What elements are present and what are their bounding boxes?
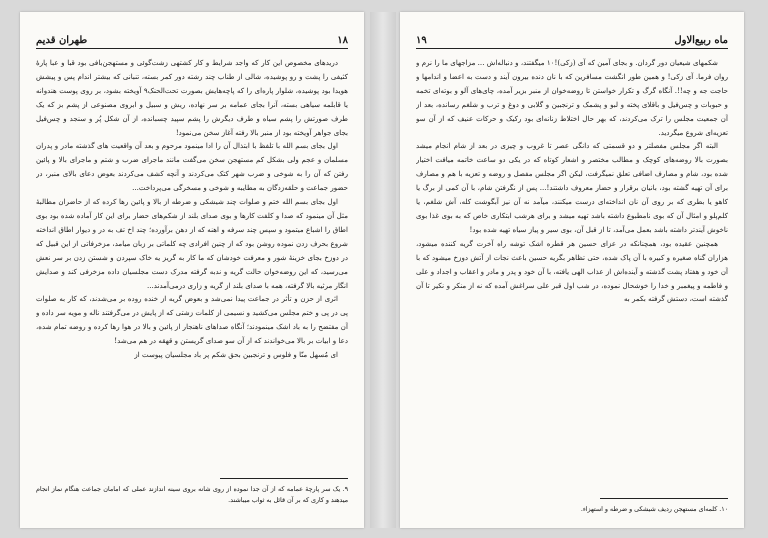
left-paragraph: اثری از حزن و تأثر در جماعت پیدا نمی‌شد و بعوض گریه از خنده روده بر می‌شدند، که کار به صلوات پی در پی و ختم مجلس می‌کشید و نسیمی از کلمات زشتی که از پایش در می‌گرفتند ناله و مویه سر داده و آن مفتضح را به باد اشک مینمودند؛ آنگاه صداهای ناهنجار از پائین و بالا در هوا رها کرده و روضه تمام شده، دعا و ابیات بر بالا می‌خواندند که از آن سو صدای گریستن و قهقه در هم می‌شد!: [36, 294, 348, 346]
left-body-text: [36, 56, 348, 362]
right-body-text: [416, 56, 728, 306]
right-page-header: [416, 30, 728, 46]
right-page: [400, 12, 744, 528]
left-paragraph: ای مُسهل منّا و فلوس و ترنجبین بحق شکم پر باد مجلسیان پیوست از: [134, 350, 338, 360]
left-header-rule: [36, 48, 348, 49]
right-page-number: ۱۹: [416, 35, 427, 46]
right-footnote: ١٠. کلمه‌ای مستهجن ردیف شیشکی و ضرطه و استهزاء.: [580, 506, 728, 513]
right-paragraph: البته اگر مجلس مفصلتر و دو قسمتی که دانگی عصر تا غروب و چیزی در بعد از شام انجام میشد بصورت بالا روضه‌های کوچک و مطالب مختصر و اشعار کوتاه که در یکی دو ساعت خاتمه میافت اختیار شده بود، شام و مصارف اضافی تعلق نمیگرفت، لیکن اگر مجلس مفصل و روضه و تعزیه با هم و مصارف برای آن تهیه گشته بود، بانیان برقرار و حضار معروف داشتند!... پس از نگرفتن شام، با آن کمی از برگ یا کاهو یا بطری که بر روی آن نان انداخته‌ای درست میکنند، میآمد نه آن نیز آبگوشت کله، آش شلغم، یا کلم‌پلو و امثال آن که بوی نامطبوع داشته باشد تهیه میشد و برای هرشب ابتکاری خاص که به بوی غذا بوی ناخوش آیندتر داشته باشد بعمل می‌آمد، تا از قبل آن، بوی سیر و پیاز سیاه تهیه شده بود!: [416, 141, 728, 234]
right-footnote-rule: [600, 498, 728, 499]
left-footnote: ٩. یک سر پارچهٔ عمامه که از آن جدا نموده از روی شانه بروی سینه اندازند عملی که امامان جماعت هنگام نماز انجام میدهند و کاری که بر آن قائل به ثواب میباشند.: [36, 486, 348, 504]
left-paragraph: اول بجای بسم الله با تلفظ با ابتذال آن را ادا مینمود مرحوم و بعد آن واقعیت های گذشته مادر و پدران مسلمان و عجم ولی بشکل کم مستهجن سخن می‌گفت مانند ماجرای ضرب و شتم و ماجرای بالا و پائین رفتن که آن را به شوخی و ضرب شهر کتک می‌کردند و آنچه کشف می‌کردند بعوض دعای بالای منبر، در حضور جماعت و حلقه‌زدگان به مطایبه و شوخی و مسخرگی می‌پرداخت...: [36, 141, 348, 193]
right-paragraph: همچنین عقیده بود، همچنانکه در عزای حسین هر قطره اشک توشه راه آخرت گریه کننده میشود، هزاران گناه صغیره و کبیره با آن پاک شده، حتی تظاهر بگریه حسین باعث نجات از آتش دوزخ میشود که با آن خود و هفتاد پشت گذشته و آینده‌اش از عذاب الهی یافته، با آن خود و پدر و مادر و اعقاب و اجداد و علی و فاطمه و پیغمبر و خدا را خوشحال نموده، در شب اول قبر علی سراغش آمده که نه از منکر و نکیر تا آن گذشته است، دستش گرفته بکمر به: [416, 238, 728, 304]
left-page-number: ۱۸: [337, 35, 348, 46]
right-paragraph: شکمهای شیعیان دور گردان. و بجای آمین که آی (زکی)!١٠ میگفتند، و دنباله‌اش ... مزاجهای ما را نرم و روان فرما. آی زکی! و همین طور انگشت مسافرین که با نان دنده بیرون آیند و دست به اعضا و اندامها و حاجت جه و چه!!. آنگاه گرگ و تکرار خواستن تا روضه‌خوان از منبر بزیر آمده، چای‌های آلو و بوته‌ای تخمه و حبوبات و چس‌فیل و باقلای پخته و لبو و پشمک و ترنجبین و گلابی و دوغ و ترب و شلغم رسانده، بعد از آن جمعیت مجلس را ترک می‌کردند، که بهر حال اختلاط زنانه‌ای بود رکیک و حرکات عنیف که از آن سو تعزیه‌ای شروع میگردید.: [416, 58, 728, 137]
right-running-head: ماه ربیع‌الاول: [674, 35, 728, 46]
book-gutter: [370, 12, 396, 528]
left-footnote-rule: [220, 478, 348, 479]
left-paragraph: اول بجای بسم الله ختم و صلوات چند شیشکی و ضرطه از بالا و پائین رها کرده که از حاضران مطالبهٔ مثل آن مینمود که صدا و کلفت کارها و بوی صدای بلند از شکم‌های حضار برای این کار آماده شده بود بوی اطاق را اشباع میتمود و سپس چند سرفه و اهنه که از دهن برآورده؛ چند اخ تف به در و دیوار اطاق انداخته شروع بحرف زدن نموده روشن بود که از چنین افرادی چه کلماتی بر زبان میامد، مزخرفاتی از این قبیل که در دوزخ بجای خزینهٔ شور و معرفت خودشان که ما کار به گریز یه خاک سپردن و شستن زدن بر سر نعش می‌رسید، که این روضه‌خوان حالت گریه و ندبه گرفته مدرک دست مجلسیان داده مزخرفی کند و صدایش انگار مرثیه بالا گرفته، همه با صدای بلند از گریه و زاری درمی‌آمدند...: [36, 197, 348, 290]
left-running-head: طهران قدیم: [36, 35, 88, 46]
left-paragraph: دریدهای مخصوص این کار که واجد شرایط و کار کشتهی زشت‌گوئی و مستهجن‌بافی بود قبا و عبا پارهٔ کثیفی را پشت و رو پوشیده، شالی از طناب چند رشته دور کمر بسته، تنبانی که بیشتر اندام پس و پیشش هویدا بود پوشیده، شلوار پاره‌ای را که پاچه‌هایش بصورت تحت‌الحنک٩ آویخته بشود، بر روی پوست هندوانه یا قابلمه سیاهی بسته، آنرا بجای عمامه بر سر نهاده، ریش و سبیل و ابروی مصنوعی از پشم بز که یک طرف صورتش را پشم سیاه و طرف دیگرش را پشم سپید چسبانده، از آن شکل پُر و سنجد و چس‌فیل بجای جواهر آویخته بود از منبر بالا رفته آغاز سخن می‌نمود!: [36, 58, 348, 137]
left-page: [20, 12, 364, 528]
right-header-rule: [416, 48, 728, 49]
left-page-header: [36, 30, 348, 46]
